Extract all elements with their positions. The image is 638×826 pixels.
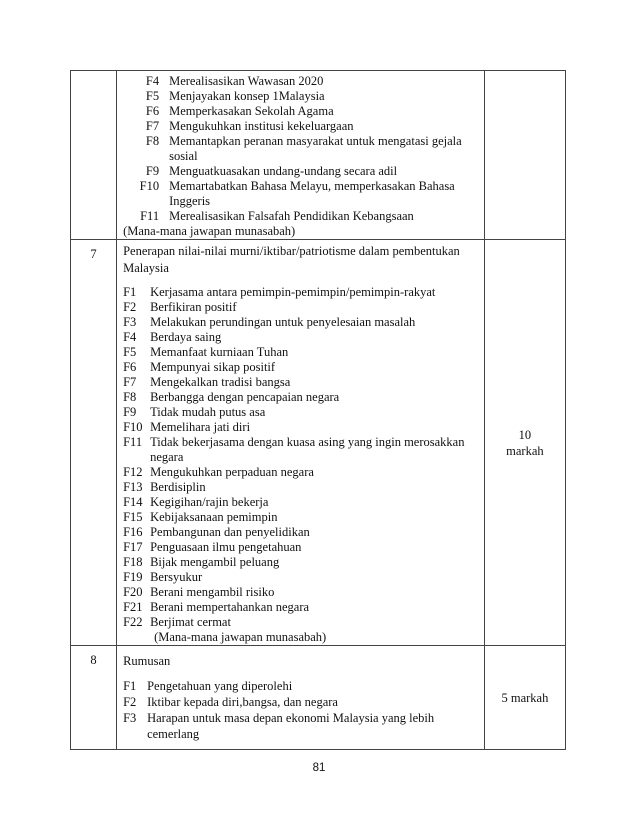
item-code: F11 (140, 209, 160, 223)
list-item (123, 615, 480, 630)
row-number: 7 (71, 240, 117, 646)
item-text: Harapan untuk masa depan ekonomi Malaysia yang lebih (147, 711, 435, 725)
item-code: F6 (145, 104, 160, 118)
item-text: Berjimat cermat (150, 615, 231, 629)
item-text: Inggeris (169, 194, 211, 208)
item-code: F5 (145, 89, 160, 103)
list-item (129, 179, 480, 194)
item-code: F9 (123, 405, 137, 419)
list-item (123, 585, 480, 600)
list-item (129, 104, 480, 119)
item-text: Mempunyai sikap positif (150, 360, 276, 374)
question-intro (123, 243, 480, 276)
item-code: F20 (123, 585, 143, 599)
item-code: F21 (123, 600, 143, 614)
list-item (123, 495, 480, 510)
item-text: Pengetahuan yang diperolehi (147, 679, 293, 693)
item-code: F22 (123, 615, 143, 629)
item-code (123, 450, 150, 465)
item-code: F5 (123, 345, 137, 359)
item-code: F9 (145, 164, 160, 178)
item-text: Kegigihan/rajin bekerja (150, 495, 269, 509)
item-code: F18 (123, 555, 143, 569)
item-code: F10 (123, 420, 143, 434)
item-code: F8 (145, 134, 160, 148)
list-item (123, 345, 480, 360)
page-number: 81 (312, 762, 326, 774)
list-item (123, 360, 480, 375)
item-code (129, 194, 169, 209)
item-text: Mengukuhkan institusi kekeluargaan (169, 119, 354, 133)
list-item (123, 726, 480, 742)
table-row (71, 646, 566, 750)
intro-line: Malaysia (123, 260, 169, 275)
item-code: F15 (123, 510, 143, 524)
item-text: Menjayakan konsep 1Malaysia (169, 89, 325, 103)
list-item (123, 435, 480, 450)
table-row (71, 71, 566, 240)
item-text: Memperkasakan Sekolah Agama (169, 104, 334, 118)
row-number (71, 71, 117, 240)
item-code: F4 (123, 330, 137, 344)
item-text: Berani mempertahankan negara (150, 600, 310, 614)
item-text: Menguatkuasakan undang-undang secara adil (169, 164, 398, 178)
answer-list (123, 678, 480, 742)
list-item (129, 74, 480, 89)
item-code: F11 (123, 435, 143, 449)
list-item (129, 89, 480, 104)
list-item (129, 194, 480, 209)
item-code: F17 (123, 540, 143, 554)
item-code: F6 (123, 360, 137, 374)
list-item (123, 300, 480, 315)
item-text: Pembangunan dan penyelidikan (150, 525, 310, 539)
item-code: F3 (123, 711, 137, 725)
list-item (129, 134, 480, 164)
answer-note: (Mana-mana jawapan munasabah) (123, 224, 296, 238)
item-text: Mengekalkan tradisi bangsa (150, 375, 291, 389)
list-item (123, 600, 480, 615)
item-text: Memantapkan peranan masyarakat untuk mengatasi gejala sosial (169, 134, 462, 163)
row-number: 8 (71, 646, 117, 750)
table-row (71, 240, 566, 646)
item-text: Berbangga dengan pencapaian negara (150, 390, 340, 404)
intro-line: Penerapan nilai-nilai murni/iktibar/patriotisme dalam pembentukan (123, 244, 460, 258)
item-text: Merealisasikan Wawasan 2020 (169, 74, 324, 88)
item-text: cemerlang (147, 727, 200, 741)
item-text: Tidak bekerjasama dengan kuasa asing yang ingin merosakkan (150, 435, 465, 449)
list-item (123, 390, 480, 405)
item-text: Berani mengambil risiko (150, 585, 275, 599)
list-item (123, 420, 480, 435)
item-code: F19 (123, 570, 143, 584)
list-item (123, 375, 480, 390)
answer-scheme-table (70, 70, 566, 750)
mark-cell (484, 71, 565, 240)
list-item (123, 480, 480, 495)
list-item (123, 540, 480, 555)
item-code: F12 (123, 465, 143, 479)
item-code: F10 (139, 179, 160, 193)
list-item (123, 285, 480, 300)
mark-unit: markah (506, 443, 544, 458)
item-text: Melakukan perundingan untuk penyelesaian masalah (150, 315, 416, 329)
list-item (123, 525, 480, 540)
mark-cell (484, 240, 565, 646)
list-item (123, 465, 480, 480)
list-item (123, 570, 480, 585)
item-code: F7 (145, 119, 160, 133)
item-text: Memelihara jati diri (150, 420, 251, 434)
item-text: Memartabatkan Bahasa Melayu, memperkasakan Bahasa (169, 179, 455, 193)
list-item (123, 450, 480, 465)
list-item (123, 405, 480, 420)
item-code: F4 (145, 74, 160, 88)
item-code: F16 (123, 525, 143, 539)
item-code: F1 (123, 285, 137, 299)
item-text: Kebijaksanaan pemimpin (150, 510, 278, 524)
answer-cell (117, 71, 485, 240)
item-code: F14 (123, 495, 143, 509)
answer-list (129, 74, 480, 224)
item-text: Penguasaan ilmu pengetahuan (150, 540, 302, 554)
item-code: F1 (123, 679, 137, 693)
list-item (123, 555, 480, 570)
item-text: Bersyukur (150, 570, 203, 584)
item-code: F13 (123, 480, 143, 494)
list-item (129, 209, 480, 224)
list-item (123, 330, 480, 345)
mark-value: 10 (518, 427, 532, 442)
item-text: negara (150, 450, 184, 464)
list-item (129, 164, 480, 179)
item-code: F2 (123, 300, 137, 314)
answer-cell (117, 646, 485, 750)
item-code: F7 (123, 375, 137, 389)
answer-list (123, 285, 480, 630)
item-text: Merealisasikan Falsafah Pendidikan Kebangsaan (169, 209, 414, 223)
item-text: Bijak mengambil peluang (150, 555, 280, 569)
item-text: Tidak mudah putus asa (150, 405, 266, 419)
item-text: Berdisiplin (150, 480, 206, 494)
item-text: Berfikiran positif (150, 300, 237, 314)
answer-cell (117, 240, 485, 646)
item-text: Kerjasama antara pemimpin-pemimpin/pemimpin-rakyat (150, 285, 436, 299)
list-item (129, 119, 480, 134)
list-item (123, 315, 480, 330)
item-text: Memanfaat kurniaan Tuhan (150, 345, 289, 359)
item-text: Iktibar kepada diri,bangsa, dan negara (147, 695, 338, 709)
item-text: Berdaya saing (150, 330, 222, 344)
item-code: F8 (123, 390, 137, 404)
item-code (123, 726, 147, 742)
item-code: F2 (123, 695, 137, 709)
answer-note: (Mana-mana jawapan munasabah) (154, 630, 327, 644)
mark-cell: 5 markah (484, 646, 565, 750)
list-item (123, 694, 480, 710)
section-title: Rumusan (123, 654, 171, 668)
list-item (123, 510, 480, 525)
list-item (123, 710, 480, 726)
list-item (123, 678, 480, 694)
item-text: Mengukuhkan perpaduan negara (150, 465, 314, 479)
item-code: F3 (123, 315, 137, 329)
